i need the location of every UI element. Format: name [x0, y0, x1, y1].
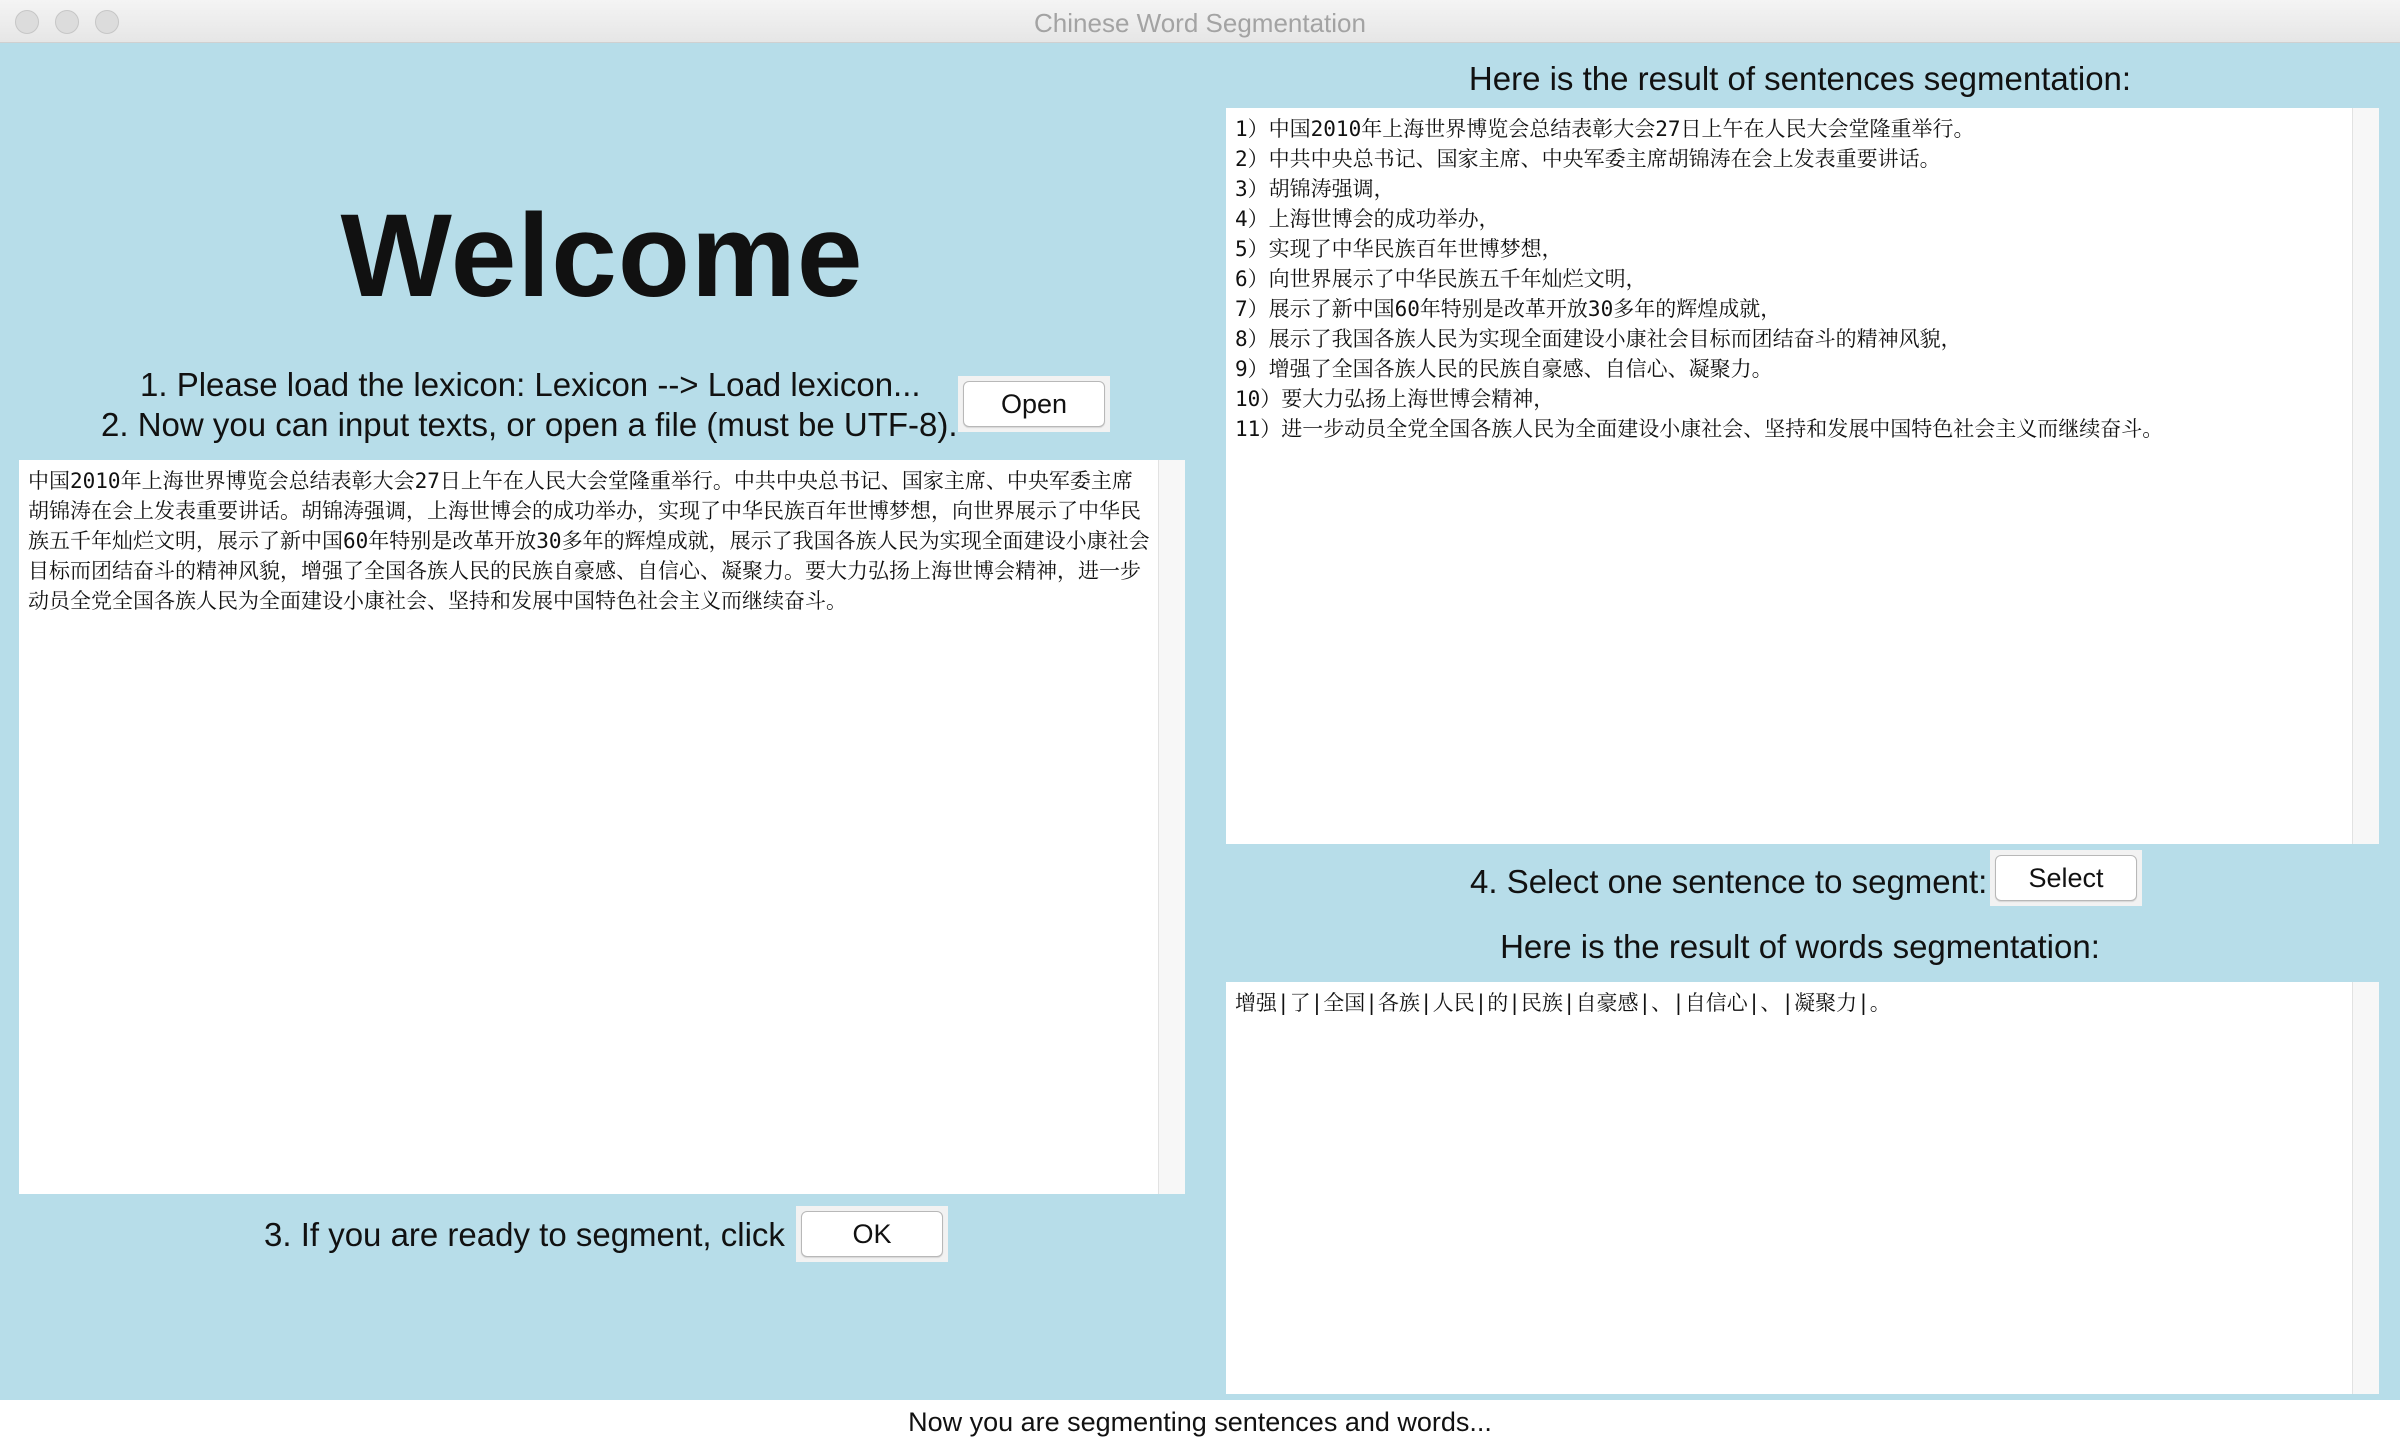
sentence-item[interactable]: 7）展示了新中国60年特别是改革开放30多年的辉煌成就，: [1235, 297, 1782, 321]
window-title: Chinese Word Segmentation: [1034, 8, 1366, 38]
sentence-item[interactable]: 10）要大力弘扬上海世博会精神，: [1235, 387, 1555, 411]
words-result: 增强|了|全国|各族|人民|的|民族|自豪感|、|自信心|、|凝聚力|。: [1235, 991, 1891, 1015]
sentence-item[interactable]: 8）展示了我国各族人民为实现全面建设小康社会目标而团结奋斗的精神风貌，: [1235, 327, 1962, 351]
ok-button-frame: [796, 1206, 948, 1262]
input-text: 中国2010年上海世界博览会总结表彰大会27日上午在人民大会堂隆重举行。中共中央总书记、国家主席、中央军委主席胡锦涛在会上发表重要讲话。胡锦涛强调，上海世博会的成功举办，实现了中华民族百年世博梦想，向世界展示了中华民族五千年灿烂文明，展示了新中国60年特别是改革开放30多年的辉煌成就，展示了我国各族人民为实现全面建设小康社会目标而团结奋斗的精神风貌，增强了全国各族人民的民族自豪感、自信心、凝聚力。要大力弘扬上海世博会精神，进一步动员全党全国各族人民为全面建设小康社会、坚持和发展中国特色社会主义而继续奋斗。: [28, 469, 1150, 613]
sentence-item[interactable]: 1）中国2010年上海世界博览会总结表彰大会27日上午在人民大会堂隆重举行。: [1235, 117, 1975, 141]
sentence-item[interactable]: 4）上海世博会的成功举办，: [1235, 207, 1500, 231]
words-heading: Here is the result of words segmentation:: [1500, 928, 2100, 965]
sentence-item[interactable]: 6）向世界展示了中华民族五千年灿烂文明，: [1235, 267, 1647, 291]
title-bar: [0, 0, 2400, 43]
words-scrollbar[interactable]: [2352, 982, 2379, 1394]
input-scrollbar[interactable]: [1158, 460, 1185, 1194]
step4-instruction: 4. Select one sentence to segment:: [1470, 863, 1988, 900]
step3-instruction: 3. If you are ready to segment, click: [264, 1216, 785, 1253]
sentence-item[interactable]: 3）胡锦涛强调，: [1235, 177, 1395, 201]
words-result-area[interactable]: [1226, 982, 2379, 1394]
status-bar: [0, 1400, 2400, 1444]
step2-instruction: 2. Now you can input texts, or open a file (must be UTF-8).: [101, 406, 958, 443]
select-button[interactable]: Select: [1995, 855, 2137, 901]
step1-instruction: 1. Please load the lexicon: Lexicon --> Load lexicon...: [140, 366, 921, 403]
sentence-item[interactable]: 5）实现了中华民族百年世博梦想，: [1235, 237, 1563, 261]
sentences-heading: Here is the result of sentences segmentation:: [1468, 60, 2132, 97]
sentence-item[interactable]: 2）中共中央总书记、国家主席、中央军委主席胡锦涛在会上发表重要讲话。: [1235, 147, 1941, 171]
sentences-list: [1235, 114, 2345, 444]
status-text: Now you are segmenting sentences and words...: [908, 1407, 1492, 1437]
open-button-frame: [958, 376, 1110, 432]
welcome-heading: Welcome: [340, 190, 864, 322]
input-text-area[interactable]: [19, 460, 1185, 1194]
open-button[interactable]: Open: [963, 381, 1105, 427]
sentence-item[interactable]: 9）增强了全国各族人民的民族自豪感、自信心、凝聚力。: [1235, 357, 1773, 381]
sentences-scrollbar[interactable]: [2352, 108, 2379, 844]
sentence-item[interactable]: 11）进一步动员全党全国各族人民为全面建设小康社会、坚持和发展中国特色社会主义而继续奋斗。: [1235, 417, 2164, 441]
ok-button[interactable]: OK: [801, 1211, 943, 1257]
sentences-result-area[interactable]: [1226, 108, 2379, 844]
select-button-frame: [1990, 850, 2142, 906]
